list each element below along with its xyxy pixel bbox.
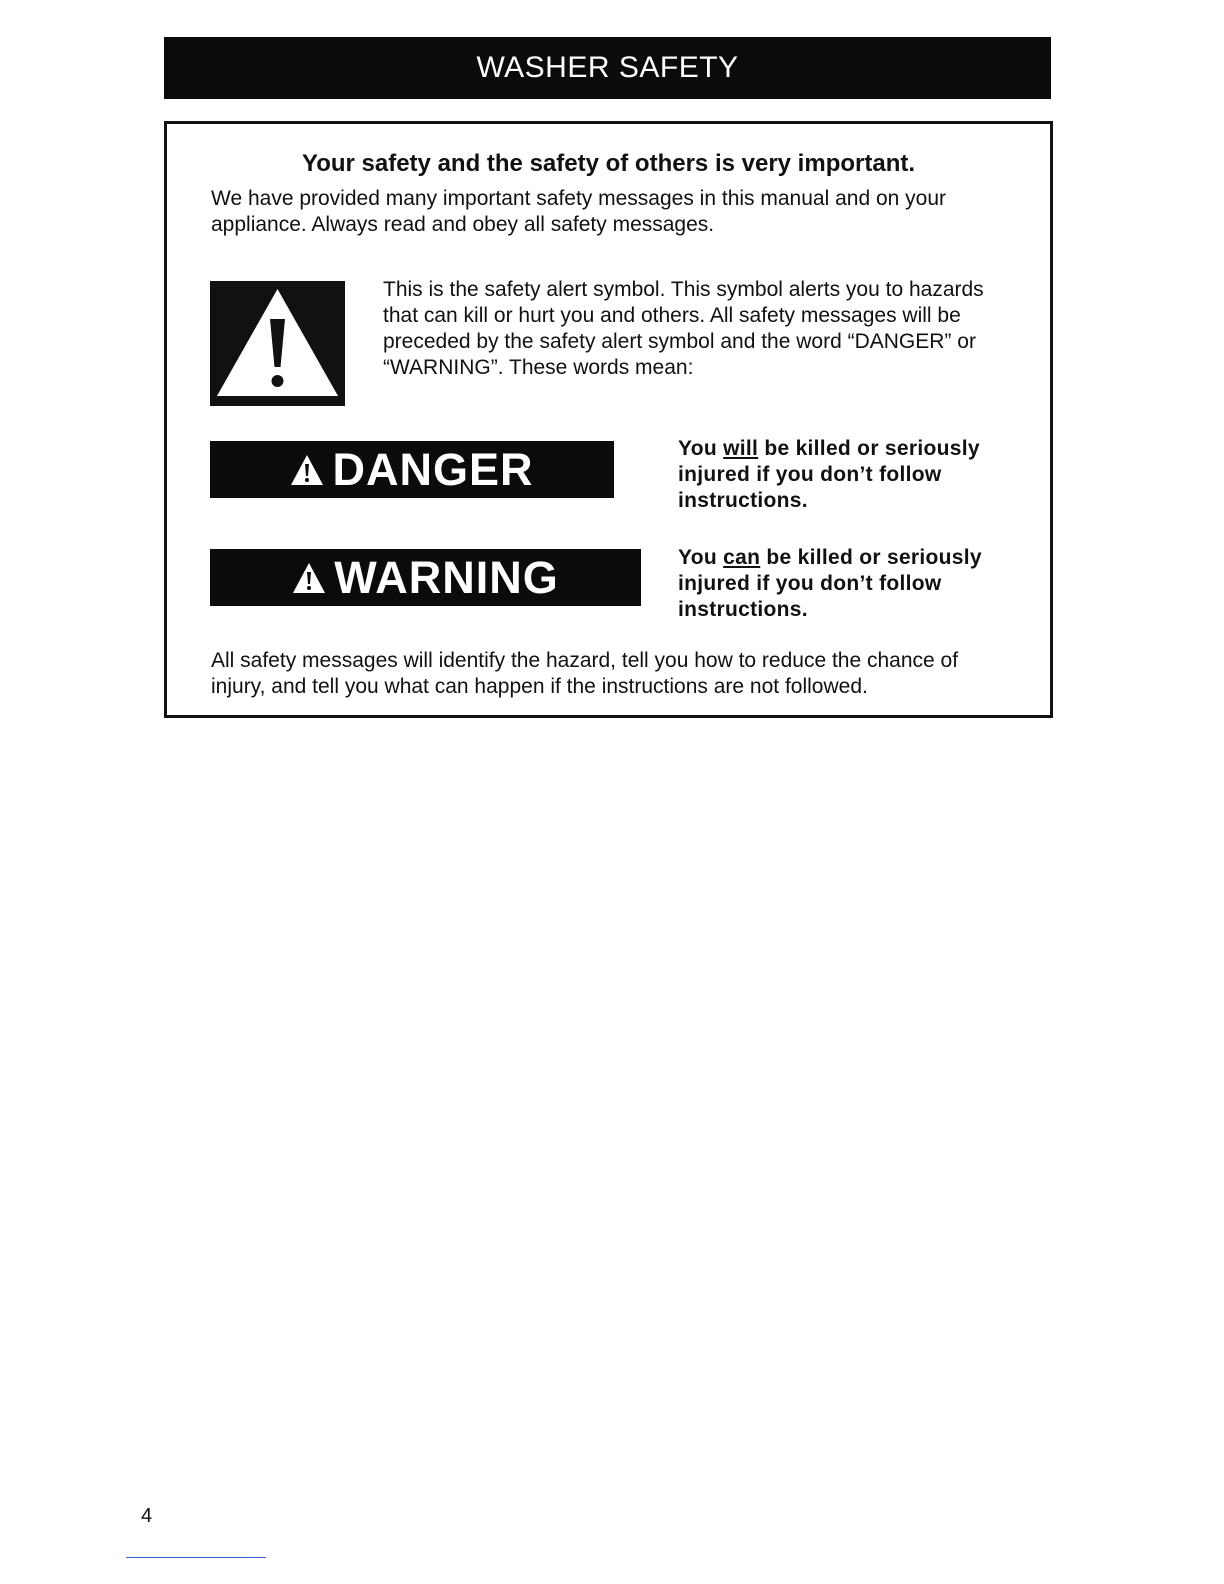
danger-label: DANGER: [332, 443, 534, 495]
section-title: WASHER SAFETY: [476, 51, 739, 84]
safety-intro-text: We have provided many important safety messages in this manual and on your appliance. Always read and obey all safety messages.: [211, 187, 946, 236]
danger-emphasis: will: [723, 437, 759, 460]
danger-description: You will be killed or seriously injured if you don’t follow instructions.: [678, 437, 980, 512]
safety-closing-text: All safety messages will identify the hazard, tell you how to reduce the chance of injury, and tell you what can happen if the instructions are not followed.: [211, 649, 959, 698]
section-header-bar: [164, 37, 1051, 99]
small-alert-triangle-icon: [290, 454, 324, 486]
warning-emphasis: can: [723, 546, 761, 569]
danger-signal-bar: [210, 441, 614, 498]
safety-alert-triangle-icon: [210, 281, 345, 406]
warning-label: WARNING: [334, 551, 559, 603]
warning-description: You can be killed or seriously injured if you don’t follow instructions.: [678, 546, 982, 621]
safety-notice-box: [164, 121, 1053, 718]
warning-signal-bar: [210, 549, 641, 606]
alert-symbol-description: This is the safety alert symbol. This symbol alerts you to hazards that can kill or hurt you and others. All safety messages will be preceded by the safety alert symbol and the word “DANGER” or “WARNING”. These words mean:: [383, 278, 984, 379]
footer-divider: [126, 1557, 266, 1558]
safety-headline: Your safety and the safety of others is very important.: [301, 150, 916, 177]
page-number: 4: [141, 1505, 153, 1527]
small-alert-triangle-icon: [292, 562, 326, 594]
